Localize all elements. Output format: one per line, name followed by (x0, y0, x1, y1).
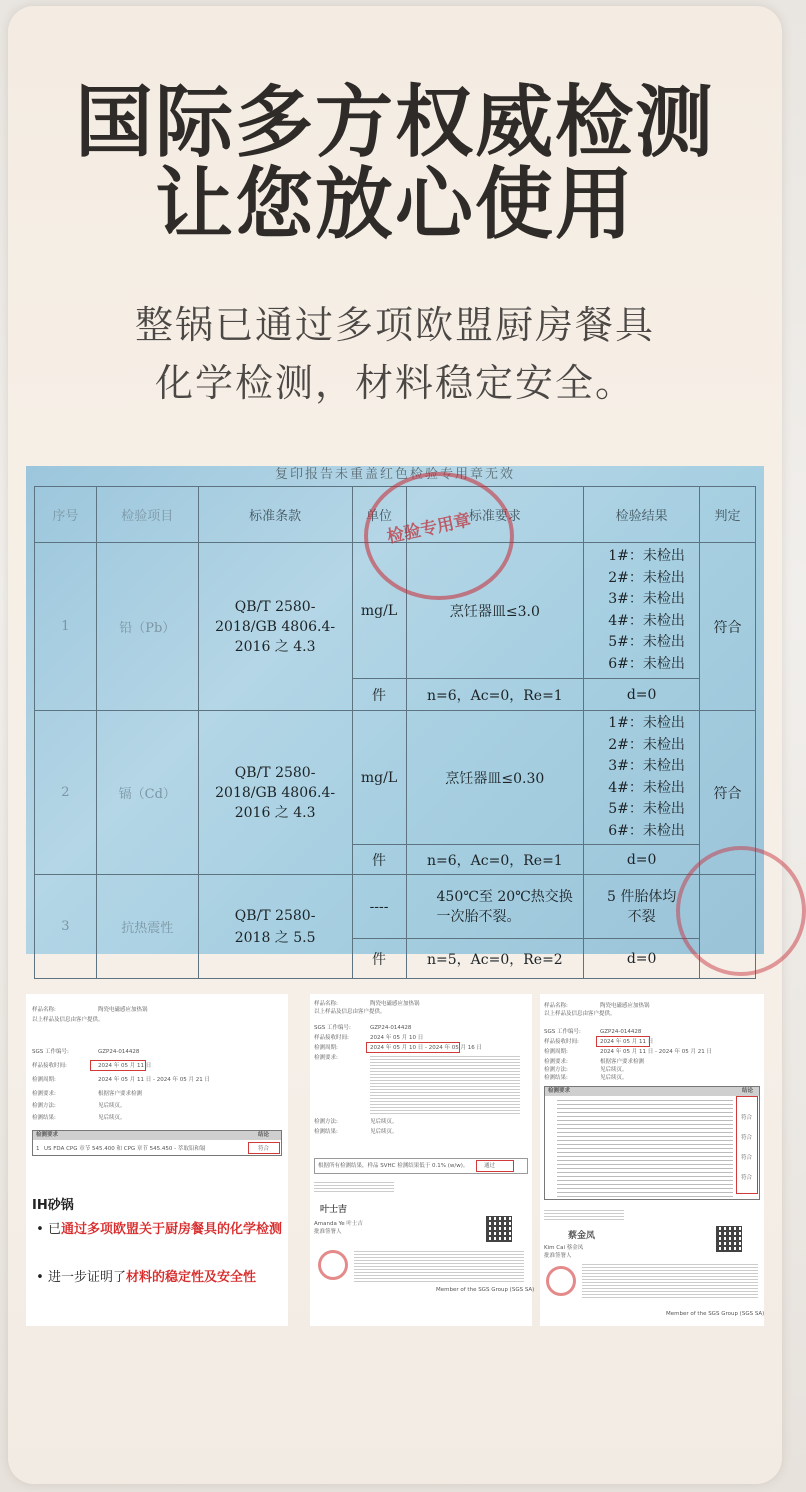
row-result-text: 5 件胎体均不裂 (584, 875, 700, 939)
stamp-label: 检验专用章 (385, 510, 473, 548)
row-item: 铅（Pb） (96, 543, 198, 711)
row-standard: QB/T 2580-2018/GB 4806.4-2016 之 4.3 (198, 711, 352, 875)
bullet-highlight: 通过多项欧盟关于厨房餐具的化学检测 (61, 1222, 283, 1237)
row-unit: mg/L (352, 543, 406, 679)
eu-results-table (544, 1086, 760, 1200)
doc-note: 以上样品及信息由客户提供。 (544, 1011, 616, 1017)
result-line: 3#：未检出 (608, 591, 685, 607)
mini-head-req: 检测要求 (36, 1132, 59, 1138)
result-line: 5#：未检出 (608, 634, 685, 650)
doc-field-value: 见后续页。 (98, 1103, 126, 1109)
subtitle-line2: 化学检测，材料稳定安全。 (154, 361, 635, 405)
report-banner: 复印报告未重盖红色检验专用章无效 (274, 467, 515, 482)
doc-field-label: 检测结果: (544, 1075, 568, 1081)
page-title-line2: 让您放心使用 (154, 160, 635, 250)
doc-field-label: 检测周期: (544, 1049, 568, 1055)
mini-head-req: 检测要求 (548, 1088, 571, 1094)
doc-field-value: GZP24-014428 (98, 1049, 140, 1055)
highlight-box (476, 1160, 514, 1172)
sgs-certificate-reach (310, 994, 535, 1326)
doc-field-label: 样品接收时间: (314, 1035, 349, 1041)
doc-field-label: 样品名称: (544, 1003, 568, 1009)
result-line: 1#：未检出 (608, 715, 685, 731)
row-no: 1 (35, 543, 97, 711)
mini-table-head (33, 1131, 281, 1140)
doc-field-value: 2024 年 05 月 11 日 (98, 1063, 152, 1069)
report-row-cadmium (35, 711, 756, 845)
doc-field-label: 检测要求: (314, 1055, 338, 1061)
signer-title: 批准签署人 (314, 1229, 342, 1235)
doc-field-value: 根据客户要求检测 (98, 1091, 143, 1097)
doc-field-label: SGS 工作编号: (32, 1049, 69, 1055)
doc-note: 以上样品及信息由客户提供。 (32, 1017, 104, 1023)
subrow-result: d=0 (584, 845, 700, 875)
mini-table-head (545, 1087, 759, 1096)
doc-field-label: 检测周期: (32, 1077, 56, 1083)
result-line: 5#：未检出 (608, 801, 685, 817)
doc-field-value: 2024 年 05 月 10 日 - 2024 年 05 月 16 日 (370, 1045, 482, 1051)
doc-field-label: 检测方法: (544, 1067, 568, 1073)
subtitle-line1: 整锅已通过多项欧盟厨房餐具 (134, 303, 655, 347)
col-standard: 标准条款 (198, 487, 352, 543)
signer-title: 批准签署人 (544, 1253, 572, 1259)
result-line: 3#：未检出 (608, 758, 685, 774)
sgs-certificate-fda (26, 994, 288, 1326)
fine-print (370, 1056, 520, 1114)
bullet-dot: • (36, 1222, 44, 1237)
row-standard: QB/T 2580-2018/GB 4806.4-2016 之 4.3 (198, 543, 352, 711)
row-verdict: 符合 (700, 711, 756, 875)
col-requirement: 标准要求 (406, 487, 584, 543)
bullet-highlight: 材料的稳定性及安全性 (126, 1270, 257, 1285)
doc-field-label: 检测周期: (314, 1045, 338, 1051)
verdict-cell: 符合 (741, 1155, 753, 1161)
doc-field-value: 2024 年 05 月 11 日 (600, 1039, 654, 1045)
doc-note: 以上样品及信息由客户提供。 (314, 1009, 386, 1015)
subrow-result: d=0 (584, 939, 700, 979)
doc-field-value: 见后续页。 (600, 1075, 628, 1081)
row-item: 镉（Cd） (96, 711, 198, 875)
page-title-line1: 国际多方权威检测 (74, 78, 715, 168)
svhc-text: 根据所有检测结果，样品 SVHC 检测结果低于 0.1% (w/w)。 (318, 1163, 469, 1169)
doc-field-label: SGS 工作编号: (544, 1029, 581, 1035)
doc-field-value: 陶瓷电磁感应加热锅 (98, 1007, 148, 1013)
member-footer: Member of the SGS Group (SGS SA) (436, 1287, 535, 1293)
signature: 叶士吉 (320, 1205, 348, 1215)
bullet-text: 已 (48, 1222, 62, 1237)
row-results (584, 711, 700, 845)
member-footer: Member of the SGS Group (SGS SA) (666, 1311, 765, 1317)
report-row-thermal (35, 875, 756, 939)
doc-field-value: 2024 年 05 月 10 日 (370, 1035, 424, 1041)
row-no: 3 (35, 875, 97, 979)
subrow-requirement: n=5，Ac=0，Re=2 (406, 939, 584, 979)
result-line: 6#：未检出 (608, 655, 685, 672)
result-line: 4#：未检出 (608, 779, 685, 796)
doc-field-label: 样品接收时间: (544, 1039, 579, 1045)
doc-field-label: 检测方法: (314, 1119, 338, 1125)
red-stamp-partial (676, 846, 806, 976)
result-line: 2#：未检出 (608, 736, 685, 753)
result-line: 4#：未检出 (608, 612, 685, 629)
row-requirement: 450℃至 20℃热交换一次胎不裂。 (406, 875, 584, 939)
row-verdict: 符合 (700, 543, 756, 711)
bullet-item (32, 1218, 284, 1242)
fine-print (582, 1264, 758, 1298)
doc-field-value: 2024 年 05 月 11 日 - 2024 年 05 月 21 日 (98, 1077, 210, 1083)
doc-field-value: GZP24-014428 (600, 1029, 642, 1035)
row-requirement: 烹饪器皿≤3.0 (406, 543, 584, 679)
signer-name: Amanda Ye 叶士吉 (314, 1221, 363, 1227)
signature: 蔡金凤 (568, 1231, 596, 1241)
highlight-box (366, 1042, 460, 1053)
doc-field-value: 陶瓷电磁感应加热锅 (370, 1001, 420, 1007)
mini-head-result: 结论 (258, 1132, 270, 1138)
qr-code-icon (716, 1226, 742, 1252)
col-no: 序号 (35, 487, 97, 543)
doc-field-value: 2024 年 05 月 11 日 - 2024 年 05 月 21 日 (600, 1049, 712, 1055)
fine-print (354, 1250, 524, 1282)
highlight-box (596, 1036, 650, 1047)
doc-field-value: 根据客户要求检测 (600, 1059, 645, 1065)
doc-field-label: 检测方法: (32, 1103, 56, 1109)
bullet-item (32, 1266, 284, 1290)
doc-field-label: 样品接收时间: (32, 1063, 67, 1069)
row-no: 2 (35, 711, 97, 875)
row-requirement: 烹饪器皿≤0.30 (406, 711, 584, 845)
col-item: 检验项目 (96, 487, 198, 543)
mini-head-result: 结论 (742, 1088, 754, 1094)
result-line: 2#：未检出 (608, 569, 685, 586)
col-verdict: 判定 (700, 487, 756, 543)
row-results (584, 543, 700, 679)
sgs-certificate-eu (540, 994, 764, 1326)
doc-field-label: 样品名称: (314, 1001, 338, 1007)
doc-field-value: 见后续页。 (370, 1119, 398, 1125)
fine-print (544, 1210, 624, 1220)
bullet-text: 进一步证明了 (48, 1270, 127, 1285)
subrow-requirement: n=6，Ac=0，Re=1 (406, 845, 584, 875)
sgs-seal-icon (318, 1250, 348, 1280)
bullet-dot: • (36, 1270, 44, 1285)
result-line: 6#：未检出 (608, 822, 685, 839)
fine-print (314, 1182, 394, 1192)
highlight-box (90, 1060, 146, 1071)
test-report-photo (26, 466, 764, 968)
doc-field-value: 陶瓷电磁感应加热锅 (600, 1003, 650, 1009)
verdict-cell: 符合 (741, 1115, 753, 1121)
sgs-seal-icon (546, 1266, 576, 1296)
row-standard: QB/T 2580-2018 之 5.5 (198, 875, 352, 979)
mini-row-result: 符合 (258, 1146, 270, 1152)
doc-field-label: 检测要求: (32, 1091, 56, 1097)
fine-print (557, 1099, 733, 1197)
col-result: 检验结果 (584, 487, 700, 543)
row-item: 抗热震性 (96, 875, 198, 979)
doc-field-value: 见后续页。 (600, 1067, 628, 1073)
doc-field-value: 见后续页。 (370, 1129, 398, 1135)
verdict-cell: 符合 (741, 1175, 753, 1181)
doc-field-value: GZP24-014428 (370, 1025, 412, 1031)
doc-field-label: 检测结果: (32, 1115, 56, 1121)
highlight-box (248, 1142, 280, 1154)
doc-field-label: 检测结果: (314, 1129, 338, 1135)
svhc-result: 通过 (484, 1163, 496, 1169)
doc-field-value: 见后续页。 (98, 1115, 126, 1121)
subrow-result: d=0 (584, 679, 700, 711)
ih-pot-title: IH砂锅 (32, 1198, 74, 1213)
result-line: 1#：未检出 (608, 548, 685, 564)
doc-field-label: SGS 工作编号: (314, 1025, 351, 1031)
row-unit: mg/L (352, 711, 406, 845)
subrow-requirement: n=6，Ac=0，Re=1 (406, 679, 584, 711)
verdict-cell: 符合 (741, 1135, 753, 1141)
doc-field-label: 检测要求: (544, 1059, 568, 1065)
mini-row-no: 1 (36, 1146, 40, 1152)
doc-field-label: 样品名称: (32, 1007, 56, 1013)
col-unit: 单位 (352, 487, 406, 543)
subrow-unit: 件 (352, 845, 406, 875)
mini-row-req: US FDA CPG 章节 545.400 和 CPG 章节 545.450 - 萃取铅和镉 (44, 1146, 206, 1152)
qr-code-icon (486, 1216, 512, 1242)
row-unit: ---- (352, 875, 406, 939)
signer-name: Kim Cai 蔡金凤 (544, 1245, 584, 1251)
subrow-unit: 件 (352, 679, 406, 711)
subrow-unit: 件 (352, 939, 406, 979)
